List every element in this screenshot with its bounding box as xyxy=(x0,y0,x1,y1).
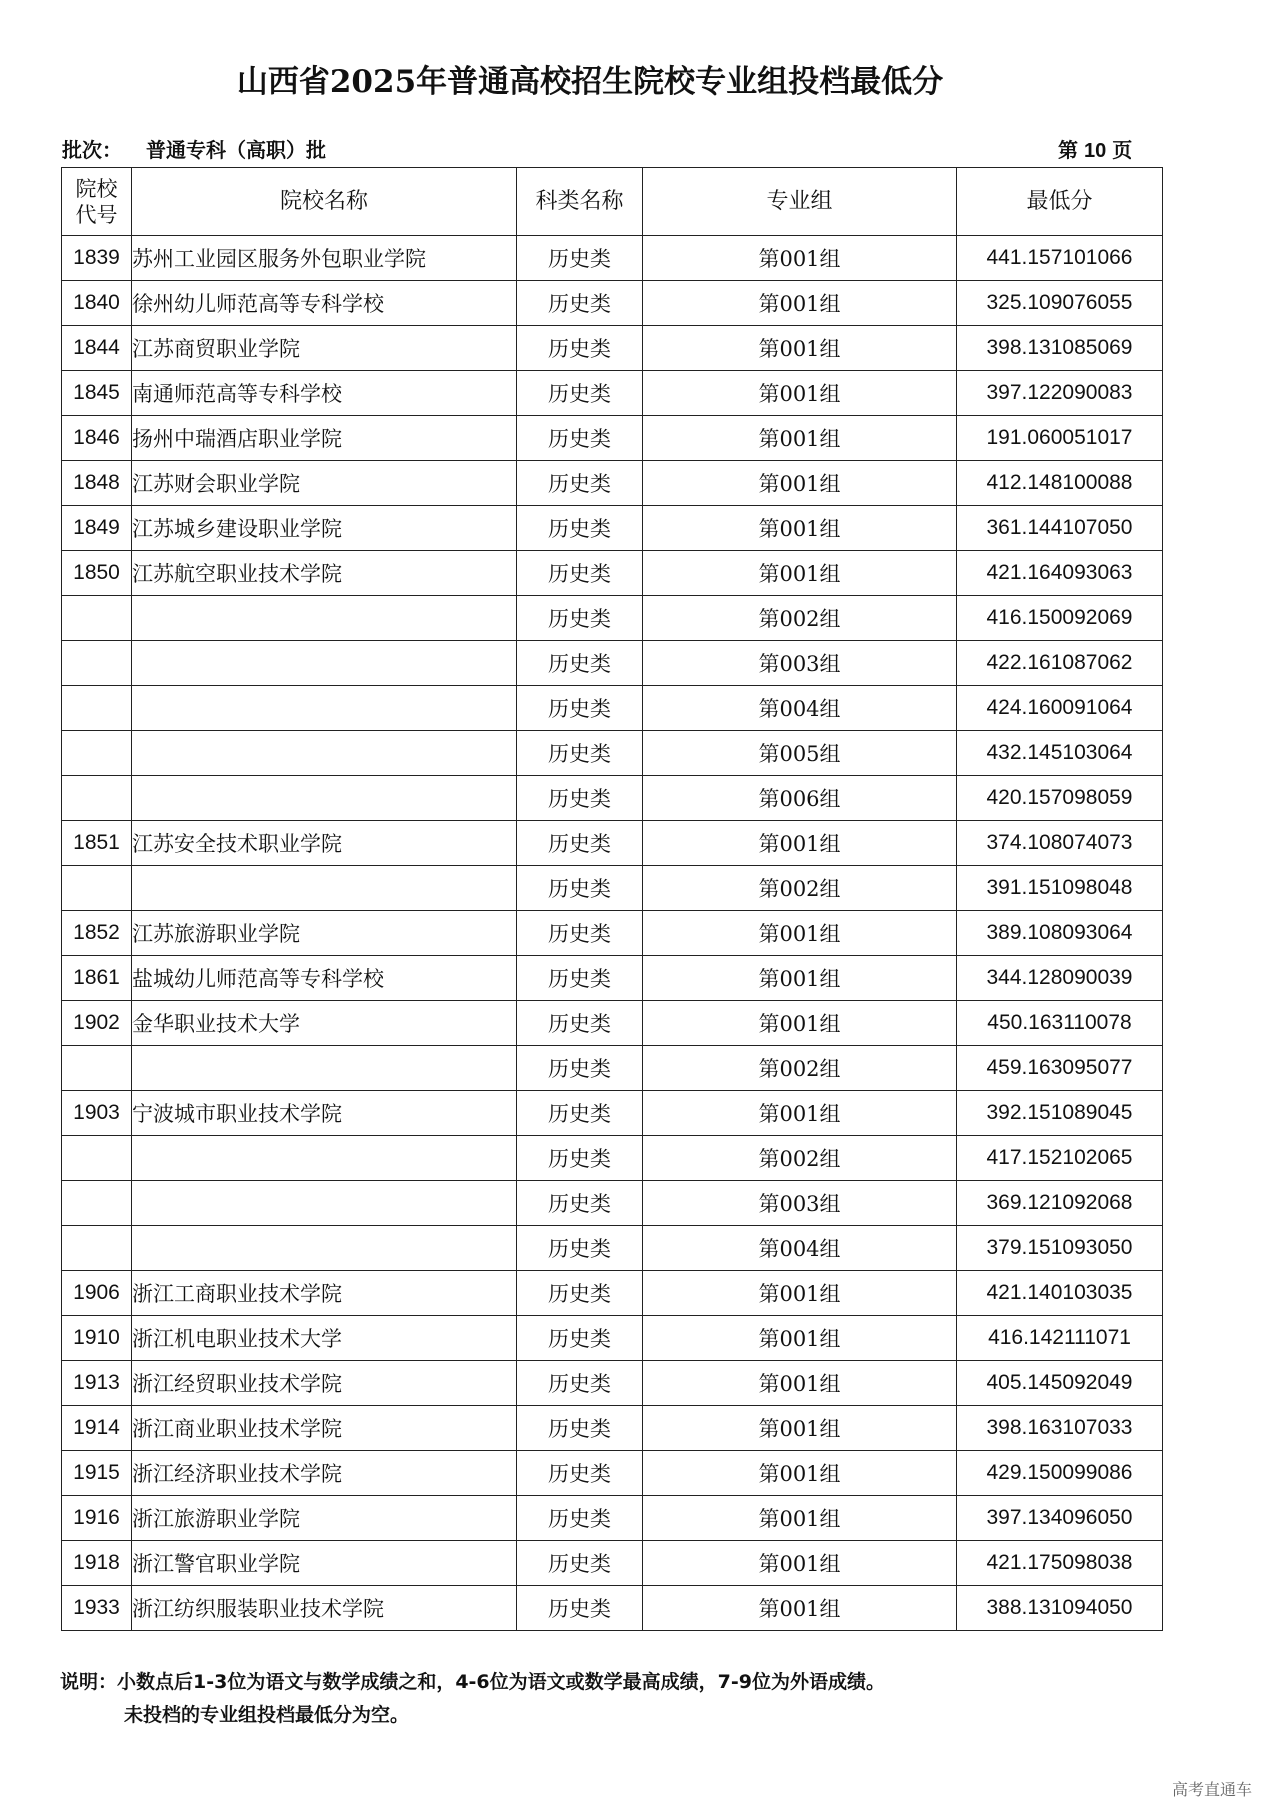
group-cell: 第001组 xyxy=(643,281,957,326)
category-cell: 历史类 xyxy=(517,461,643,506)
school-code-cell xyxy=(62,866,132,911)
min-score-cell: 191.060051017 xyxy=(957,416,1163,461)
school-code-cell xyxy=(62,596,132,641)
min-score-cell: 421.164093063 xyxy=(957,551,1163,596)
school-code-cell xyxy=(62,731,132,776)
category-cell: 历史类 xyxy=(517,956,643,1001)
table-row xyxy=(62,236,1163,281)
category-cell: 历史类 xyxy=(517,1046,643,1091)
category-cell: 历史类 xyxy=(517,866,643,911)
footnote xyxy=(60,1666,885,1732)
school-code-cell: 1846 xyxy=(62,416,132,461)
min-score-cell: 392.151089045 xyxy=(957,1091,1163,1136)
table-row xyxy=(62,371,1163,416)
school-code-cell: 1910 xyxy=(62,1316,132,1361)
table-row xyxy=(62,596,1163,641)
school-code-cell: 1840 xyxy=(62,281,132,326)
group-cell: 第001组 xyxy=(643,236,957,281)
table-row xyxy=(62,1271,1163,1316)
table-row xyxy=(62,1496,1163,1541)
table-row xyxy=(62,1046,1163,1091)
school-code-cell: 1839 xyxy=(62,236,132,281)
table-row xyxy=(62,1406,1163,1451)
group-cell: 第001组 xyxy=(643,326,957,371)
school-name-cell: 浙江旅游职业学院 xyxy=(132,1496,517,1541)
table-row xyxy=(62,776,1163,821)
school-name-cell xyxy=(132,686,517,731)
school-name-cell: 金华职业技术大学 xyxy=(132,1001,517,1046)
school-name-cell: 浙江商业职业技术学院 xyxy=(132,1406,517,1451)
footnote-line2: 未投档的专业组投档最低分为空。 xyxy=(124,1704,410,1726)
min-score-cell: 344.128090039 xyxy=(957,956,1163,1001)
category-cell: 历史类 xyxy=(517,776,643,821)
school-name-cell: 江苏商贸职业学院 xyxy=(132,326,517,371)
school-name-cell xyxy=(132,641,517,686)
table-row xyxy=(62,1136,1163,1181)
group-cell: 第003组 xyxy=(643,641,957,686)
min-score-cell: 420.157098059 xyxy=(957,776,1163,821)
school-name-cell: 江苏旅游职业学院 xyxy=(132,911,517,956)
school-code-cell: 1849 xyxy=(62,506,132,551)
school-name-cell: 浙江纺织服装职业技术学院 xyxy=(132,1586,517,1631)
group-cell: 第001组 xyxy=(643,1541,957,1586)
school-name-cell xyxy=(132,776,517,821)
table-row xyxy=(62,326,1163,371)
table-header-row xyxy=(62,168,1163,236)
group-cell: 第004组 xyxy=(643,1226,957,1271)
school-code-cell xyxy=(62,1181,132,1226)
min-score-cell: 421.140103035 xyxy=(957,1271,1163,1316)
min-score-cell: 432.145103064 xyxy=(957,731,1163,776)
table-row xyxy=(62,1586,1163,1631)
table-row xyxy=(62,506,1163,551)
min-score-cell: 374.108074073 xyxy=(957,821,1163,866)
table-row xyxy=(62,416,1163,461)
school-name-cell: 扬州中瑞酒店职业学院 xyxy=(132,416,517,461)
school-name-cell: 江苏航空职业技术学院 xyxy=(132,551,517,596)
category-cell: 历史类 xyxy=(517,551,643,596)
page-prefix: 第 xyxy=(1058,138,1078,162)
school-code-cell xyxy=(62,1046,132,1091)
table-row xyxy=(62,1451,1163,1496)
school-code-cell: 1848 xyxy=(62,461,132,506)
school-name-cell xyxy=(132,1136,517,1181)
table-row xyxy=(62,866,1163,911)
school-code-cell xyxy=(62,641,132,686)
group-cell: 第001组 xyxy=(643,1586,957,1631)
table-row xyxy=(62,1226,1163,1271)
category-cell: 历史类 xyxy=(517,1181,643,1226)
table-row xyxy=(62,461,1163,506)
category-cell: 历史类 xyxy=(517,1001,643,1046)
min-score-cell: 405.145092049 xyxy=(957,1361,1163,1406)
min-score-cell: 398.163107033 xyxy=(957,1406,1163,1451)
category-cell: 历史类 xyxy=(517,371,643,416)
group-cell: 第001组 xyxy=(643,911,957,956)
school-code-cell: 1861 xyxy=(62,956,132,1001)
school-code-cell: 1845 xyxy=(62,371,132,416)
category-cell: 历史类 xyxy=(517,1136,643,1181)
min-score-cell: 422.161087062 xyxy=(957,641,1163,686)
school-code-cell: 1913 xyxy=(62,1361,132,1406)
school-code-cell: 1903 xyxy=(62,1091,132,1136)
school-name-cell xyxy=(132,866,517,911)
category-cell: 历史类 xyxy=(517,326,643,371)
min-score-cell: 397.134096050 xyxy=(957,1496,1163,1541)
category-cell: 历史类 xyxy=(517,506,643,551)
group-cell: 第001组 xyxy=(643,416,957,461)
min-score-cell: 429.150099086 xyxy=(957,1451,1163,1496)
min-score-cell: 416.150092069 xyxy=(957,596,1163,641)
group-cell: 第001组 xyxy=(643,1001,957,1046)
school-name-cell xyxy=(132,596,517,641)
min-score-cell: 412.148100088 xyxy=(957,461,1163,506)
group-cell: 第001组 xyxy=(643,1271,957,1316)
group-cell: 第001组 xyxy=(643,1361,957,1406)
group-cell: 第001组 xyxy=(643,506,957,551)
group-cell: 第002组 xyxy=(643,596,957,641)
school-code-cell xyxy=(62,776,132,821)
category-cell: 历史类 xyxy=(517,1226,643,1271)
school-name-cell: 浙江警官职业学院 xyxy=(132,1541,517,1586)
category-cell: 历史类 xyxy=(517,416,643,461)
header-min-score: 最低分 xyxy=(957,168,1163,236)
table-row xyxy=(62,1361,1163,1406)
min-score-cell: 389.108093064 xyxy=(957,911,1163,956)
category-cell: 历史类 xyxy=(517,1451,643,1496)
category-cell: 历史类 xyxy=(517,686,643,731)
min-score-cell: 388.131094050 xyxy=(957,1586,1163,1631)
school-name-cell: 苏州工业园区服务外包职业学院 xyxy=(132,236,517,281)
category-cell: 历史类 xyxy=(517,1586,643,1631)
school-code-cell: 1933 xyxy=(62,1586,132,1631)
school-code-cell: 1916 xyxy=(62,1496,132,1541)
group-cell: 第005组 xyxy=(643,731,957,776)
category-cell: 历史类 xyxy=(517,1316,643,1361)
category-cell: 历史类 xyxy=(517,911,643,956)
group-cell: 第002组 xyxy=(643,1136,957,1181)
school-code-cell: 1906 xyxy=(62,1271,132,1316)
batch-info xyxy=(62,134,326,163)
school-name-cell xyxy=(132,1181,517,1226)
header-school-code xyxy=(62,168,132,236)
school-name-cell xyxy=(132,1226,517,1271)
footnote-line1: 说明：小数点后1-3位为语文与数学成绩之和，4-6位为语文或数学最高成绩，7-9位为外语成绩。 xyxy=(60,1671,885,1693)
category-cell: 历史类 xyxy=(517,281,643,326)
table-row xyxy=(62,641,1163,686)
school-name-cell: 南通师范高等专科学校 xyxy=(132,371,517,416)
min-score-cell: 397.122090083 xyxy=(957,371,1163,416)
table-row xyxy=(62,1181,1163,1226)
min-score-cell: 421.175098038 xyxy=(957,1541,1163,1586)
category-cell: 历史类 xyxy=(517,1406,643,1451)
table-row xyxy=(62,731,1163,776)
table-row xyxy=(62,1541,1163,1586)
group-cell: 第001组 xyxy=(643,956,957,1001)
category-cell: 历史类 xyxy=(517,821,643,866)
category-cell: 历史类 xyxy=(517,1091,643,1136)
table-row xyxy=(62,1316,1163,1361)
group-cell: 第001组 xyxy=(643,1091,957,1136)
group-cell: 第001组 xyxy=(643,1406,957,1451)
min-score-cell: 391.151098048 xyxy=(957,866,1163,911)
min-score-cell: 361.144107050 xyxy=(957,506,1163,551)
school-name-cell: 江苏安全技术职业学院 xyxy=(132,821,517,866)
group-cell: 第001组 xyxy=(643,1496,957,1541)
school-name-cell: 徐州幼儿师范高等专科学校 xyxy=(132,281,517,326)
group-cell: 第002组 xyxy=(643,866,957,911)
header-group: 专业组 xyxy=(643,168,957,236)
school-name-cell: 浙江经贸职业技术学院 xyxy=(132,1361,517,1406)
group-cell: 第001组 xyxy=(643,371,957,416)
page-number-value: 10 xyxy=(1084,140,1107,162)
batch-value: 普通专科（高职）批 xyxy=(146,138,326,162)
group-cell: 第002组 xyxy=(643,1046,957,1091)
watermark: 高考直通车 xyxy=(1171,1780,1252,1799)
category-cell: 历史类 xyxy=(517,1496,643,1541)
school-code-cell: 1851 xyxy=(62,821,132,866)
batch-label: 批次： xyxy=(62,138,122,162)
school-code-cell: 1844 xyxy=(62,326,132,371)
school-code-cell: 1915 xyxy=(62,1451,132,1496)
category-cell: 历史类 xyxy=(517,1541,643,1586)
category-cell: 历史类 xyxy=(517,596,643,641)
school-code-cell: 1918 xyxy=(62,1541,132,1586)
school-name-cell: 浙江机电职业技术大学 xyxy=(132,1316,517,1361)
group-cell: 第001组 xyxy=(643,1316,957,1361)
min-score-cell: 441.157101066 xyxy=(957,236,1163,281)
header-category: 科类名称 xyxy=(517,168,643,236)
category-cell: 历史类 xyxy=(517,1271,643,1316)
min-score-cell: 417.152102065 xyxy=(957,1136,1163,1181)
table-row xyxy=(62,551,1163,596)
category-cell: 历史类 xyxy=(517,236,643,281)
school-code-cell: 1902 xyxy=(62,1001,132,1046)
category-cell: 历史类 xyxy=(517,641,643,686)
school-code-cell xyxy=(62,1226,132,1271)
school-name-cell: 江苏城乡建设职业学院 xyxy=(132,506,517,551)
min-score-cell: 416.142111071 xyxy=(957,1316,1163,1361)
school-name-cell xyxy=(132,1046,517,1091)
school-code-cell: 1914 xyxy=(62,1406,132,1451)
min-score-cell: 459.163095077 xyxy=(957,1046,1163,1091)
page-suffix: 页 xyxy=(1112,138,1133,162)
min-score-cell: 398.131085069 xyxy=(957,326,1163,371)
page-number xyxy=(1058,134,1132,163)
header-school-name: 院校名称 xyxy=(132,168,517,236)
page-title: 山西省2025年普通高校招生院校专业组投档最低分 xyxy=(236,64,944,100)
min-score-cell: 424.160091064 xyxy=(957,686,1163,731)
score-table xyxy=(61,167,1163,1631)
table-row xyxy=(62,1091,1163,1136)
group-cell: 第001组 xyxy=(643,1451,957,1496)
table-row xyxy=(62,821,1163,866)
group-cell: 第001组 xyxy=(643,821,957,866)
school-name-cell: 浙江经济职业技术学院 xyxy=(132,1451,517,1496)
min-score-cell: 379.151093050 xyxy=(957,1226,1163,1271)
table-row xyxy=(62,956,1163,1001)
min-score-cell: 369.121092068 xyxy=(957,1181,1163,1226)
table-row xyxy=(62,281,1163,326)
school-name-cell: 宁波城市职业技术学院 xyxy=(132,1091,517,1136)
group-cell: 第006组 xyxy=(643,776,957,821)
table-row xyxy=(62,1001,1163,1046)
school-name-cell: 浙江工商职业技术学院 xyxy=(132,1271,517,1316)
header-code-line1: 院校 xyxy=(75,176,118,201)
group-cell: 第001组 xyxy=(643,551,957,596)
category-cell: 历史类 xyxy=(517,731,643,776)
table-row xyxy=(62,686,1163,731)
group-cell: 第004组 xyxy=(643,686,957,731)
group-cell: 第001组 xyxy=(643,461,957,506)
header-code-line2: 代号 xyxy=(75,202,118,227)
school-name-cell: 盐城幼儿师范高等专科学校 xyxy=(132,956,517,1001)
school-code-cell: 1852 xyxy=(62,911,132,956)
school-code-cell xyxy=(62,1136,132,1181)
min-score-cell: 450.163110078 xyxy=(957,1001,1163,1046)
school-name-cell xyxy=(132,731,517,776)
min-score-cell: 325.109076055 xyxy=(957,281,1163,326)
group-cell: 第003组 xyxy=(643,1181,957,1226)
table-row xyxy=(62,911,1163,956)
school-code-cell xyxy=(62,686,132,731)
category-cell: 历史类 xyxy=(517,1361,643,1406)
school-name-cell: 江苏财会职业学院 xyxy=(132,461,517,506)
school-code-cell: 1850 xyxy=(62,551,132,596)
